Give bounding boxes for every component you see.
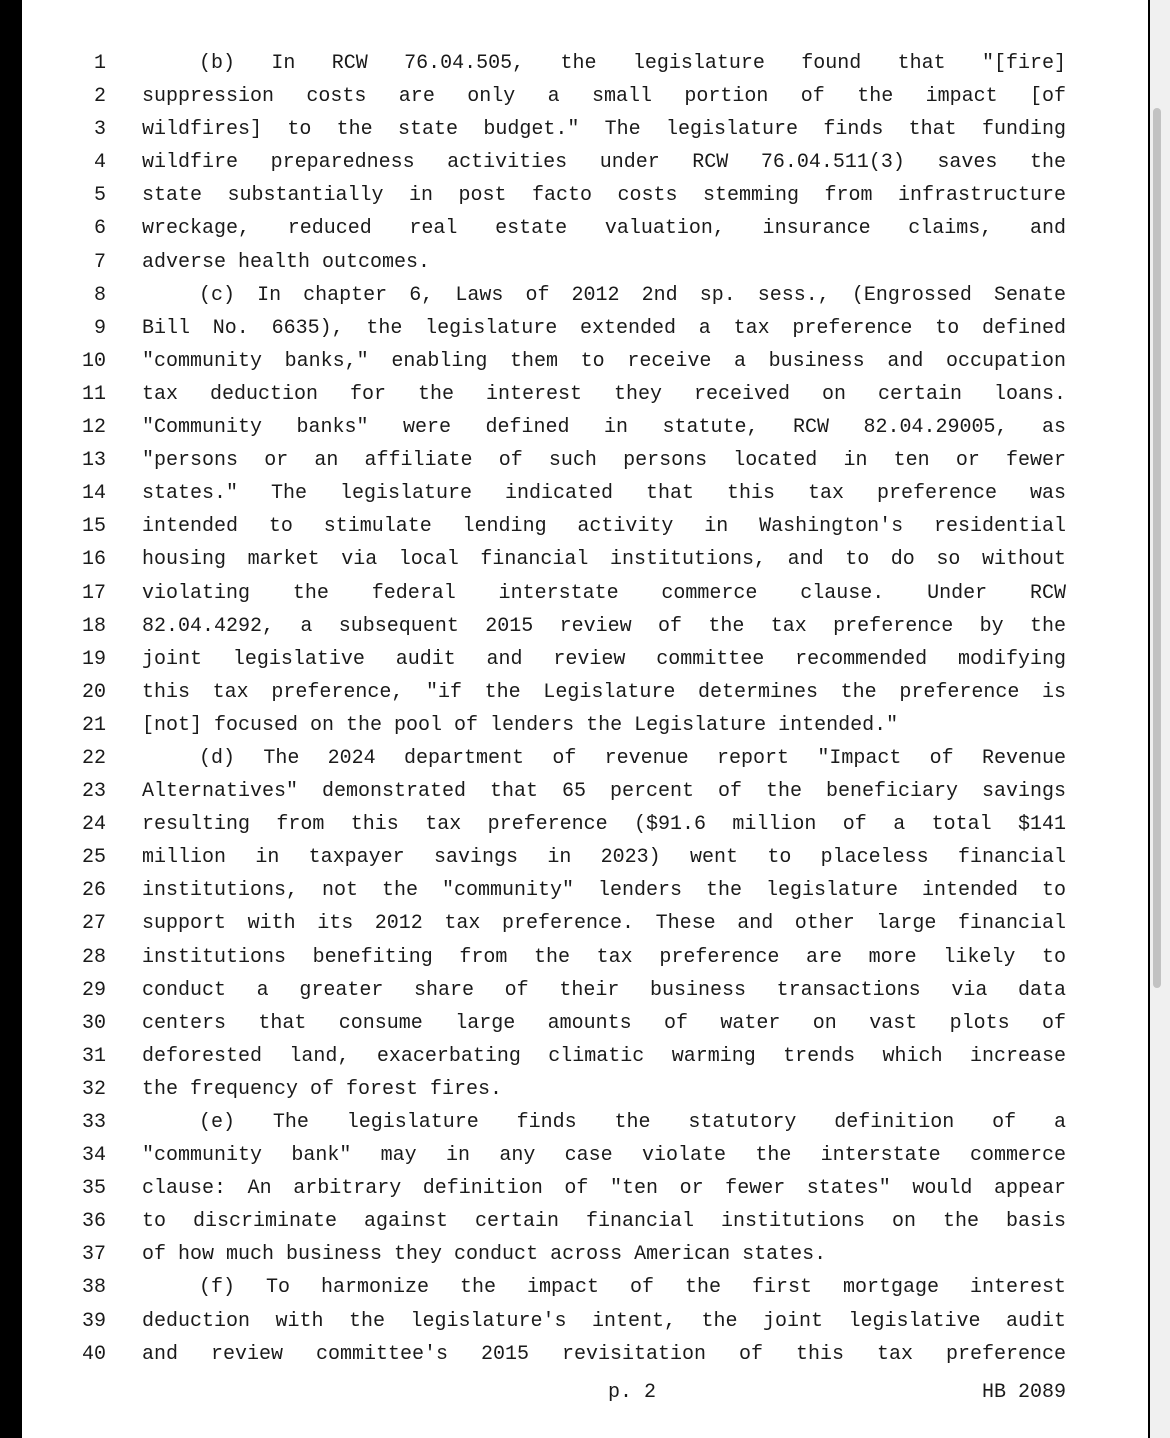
page-number: p. 2 xyxy=(607,1381,656,1404)
document-line xyxy=(22,80,1148,113)
line-number: 15 xyxy=(81,515,106,539)
document-line xyxy=(22,1172,1148,1205)
line-text: suppression costs are only a small portion of the impact [of xyxy=(142,85,1066,109)
line-number: 4 xyxy=(93,151,106,175)
line-text: clause: An arbitrary definition of "ten or fewer states" would appear xyxy=(142,1177,1066,1201)
document-line xyxy=(22,709,1148,742)
line-number: 5 xyxy=(93,184,106,208)
document-line xyxy=(22,577,1148,610)
line-number: 37 xyxy=(81,1243,106,1267)
line-number: 35 xyxy=(81,1177,106,1201)
line-text: 82.04.4292, a subsequent 2015 review of the tax preference by the xyxy=(142,614,1066,638)
line-text: this tax preference, "if the Legislature determines the preference is xyxy=(142,680,1066,704)
line-text: institutions, not the "community" lenders the legislature intended to xyxy=(142,879,1066,903)
line-text: (e) The legislature finds the statutory definition of a xyxy=(199,1111,1066,1134)
line-number: 24 xyxy=(81,813,106,837)
line-text: states." The legislature indicated that this tax preference was xyxy=(142,482,1066,506)
line-list xyxy=(22,47,1148,1371)
line-text: deforested land, exacerbating climatic warming trends which increase xyxy=(142,1044,1066,1068)
document-page xyxy=(22,0,1148,1438)
document-line xyxy=(22,113,1148,146)
document-line xyxy=(22,279,1148,312)
line-text: [not] focused on the pool of lenders the Legislature intended." xyxy=(142,713,899,737)
line-text: and review committee's 2015 revisitation of this tax preference xyxy=(142,1342,1066,1366)
document-line xyxy=(22,146,1148,179)
document-line xyxy=(22,676,1148,709)
line-text: "persons or an affiliate of such persons located in ten or fewer xyxy=(142,449,1066,473)
line-text: centers that consume large amounts of water on vast plots of xyxy=(142,1011,1066,1035)
line-number: 9 xyxy=(93,316,106,340)
line-number: 8 xyxy=(93,283,106,307)
document-line xyxy=(22,1338,1148,1371)
line-number: 36 xyxy=(81,1210,106,1234)
line-number: 6 xyxy=(93,217,106,241)
document-line xyxy=(22,1205,1148,1238)
document-line xyxy=(22,808,1148,841)
line-text: conduct a greater share of their business transactions via data xyxy=(142,978,1066,1002)
line-number: 29 xyxy=(81,978,106,1002)
line-number: 10 xyxy=(81,349,106,373)
document-line xyxy=(22,510,1148,543)
line-number: 34 xyxy=(81,1144,106,1168)
line-text: wreckage, reduced real estate valuation, insurance claims, and xyxy=(142,217,1066,241)
document-line xyxy=(22,907,1148,940)
document-line xyxy=(22,775,1148,808)
line-text: (b) In RCW 76.04.505, the legislature found that "[fire] xyxy=(199,52,1066,75)
line-text: adverse health outcomes. xyxy=(142,250,431,274)
line-text: "community bank" may in any case violate the interstate commerce xyxy=(142,1144,1066,1168)
document-line xyxy=(22,212,1148,245)
line-number: 14 xyxy=(81,482,106,506)
line-number: 13 xyxy=(81,449,106,473)
document-line xyxy=(22,543,1148,576)
line-number: 28 xyxy=(81,945,106,969)
line-text: joint legislative audit and review committee recommended modifying xyxy=(142,647,1066,671)
line-number: 1 xyxy=(93,52,106,75)
line-number: 25 xyxy=(81,846,106,870)
line-text: (c) In chapter 6, Laws of 2012 2nd sp. sess., (Engrossed Senate xyxy=(199,283,1066,307)
document-line xyxy=(22,941,1148,974)
line-text: state substantially in post facto costs stemming from infrastructure xyxy=(142,184,1066,208)
line-text: to discriminate against certain financial institutions on the basis xyxy=(142,1210,1066,1234)
line-number: 20 xyxy=(81,680,106,704)
document-line xyxy=(22,1139,1148,1172)
document-line xyxy=(22,841,1148,874)
line-number: 22 xyxy=(81,746,106,770)
document-line xyxy=(22,47,1148,80)
line-number: 12 xyxy=(81,416,106,440)
line-number: 40 xyxy=(81,1342,106,1366)
document-line xyxy=(22,378,1148,411)
line-text: Bill No. 6635), the legislature extended a tax preference to defined xyxy=(142,316,1066,340)
line-text: support with its 2012 tax preference. These and other large financial xyxy=(142,912,1066,936)
document-line xyxy=(22,1238,1148,1271)
line-number: 17 xyxy=(81,581,106,605)
line-text: (d) The 2024 department of revenue report "Impact of Revenue xyxy=(199,746,1066,770)
line-number: 31 xyxy=(81,1044,106,1068)
document-line xyxy=(22,874,1148,907)
document-line xyxy=(22,1073,1148,1106)
line-number: 2 xyxy=(93,85,106,109)
document-line xyxy=(22,1007,1148,1040)
bill-number: HB 2089 xyxy=(981,1381,1066,1404)
line-text: institutions benefiting from the tax preference are more likely to xyxy=(142,945,1066,969)
line-text: the frequency of forest fires. xyxy=(142,1077,503,1101)
line-number: 38 xyxy=(81,1276,106,1300)
line-text: (f) To harmonize the impact of the first mortgage interest xyxy=(199,1276,1066,1300)
document-line xyxy=(22,246,1148,279)
line-text: intended to stimulate lending activity in Washington's residential xyxy=(142,515,1066,539)
line-text: violating the federal interstate commerce clause. Under RCW xyxy=(142,581,1066,605)
document-line xyxy=(22,742,1148,775)
document-line xyxy=(22,1106,1148,1139)
line-number: 27 xyxy=(81,912,106,936)
line-number: 11 xyxy=(81,382,106,406)
line-text: deduction with the legislature's intent, the joint legislative audit xyxy=(142,1309,1066,1333)
line-text: "community banks," enabling them to receive a business and occupation xyxy=(142,349,1066,373)
line-number: 39 xyxy=(81,1309,106,1333)
document-line xyxy=(22,179,1148,212)
line-number: 18 xyxy=(81,614,106,638)
line-number: 26 xyxy=(81,879,106,903)
line-text: million in taxpayer savings in 2023) went to placeless financial xyxy=(142,846,1066,870)
line-number: 21 xyxy=(81,713,106,737)
line-number: 16 xyxy=(81,548,106,572)
document-line xyxy=(22,974,1148,1007)
line-text: wildfire preparedness activities under RCW 76.04.511(3) saves the xyxy=(142,151,1066,175)
line-number: 19 xyxy=(81,647,106,671)
line-text: resulting from this tax preference ($91.6 million of a total $141 xyxy=(142,813,1066,837)
line-number: 3 xyxy=(93,118,106,142)
line-number: 7 xyxy=(93,250,106,274)
line-text: of how much business they conduct across American states. xyxy=(142,1243,827,1267)
line-text: housing market via local financial institutions, and to do so without xyxy=(142,548,1066,572)
document-line xyxy=(22,411,1148,444)
document-line xyxy=(22,610,1148,643)
document-line xyxy=(22,444,1148,477)
line-text: wildfires] to the state budget." The legislature finds that funding xyxy=(142,118,1066,142)
document-line xyxy=(22,643,1148,676)
line-text: "Community banks" were defined in statute, RCW 82.04.29005, as xyxy=(142,416,1066,440)
document-line xyxy=(22,1040,1148,1073)
document-line xyxy=(22,1271,1148,1304)
document-line xyxy=(22,312,1148,345)
document-line xyxy=(22,345,1148,378)
document-line xyxy=(22,477,1148,510)
scrollbar-thumb[interactable] xyxy=(1153,108,1161,988)
line-number: 23 xyxy=(81,780,106,804)
line-number: 32 xyxy=(81,1077,106,1101)
line-text: tax deduction for the interest they received on certain loans. xyxy=(142,382,1066,406)
page-footer xyxy=(22,1378,1148,1408)
line-number: 33 xyxy=(81,1111,106,1134)
document-line xyxy=(22,1305,1148,1338)
line-number: 30 xyxy=(81,1011,106,1035)
line-text: Alternatives" demonstrated that 65 percent of the beneficiary savings xyxy=(142,780,1066,804)
